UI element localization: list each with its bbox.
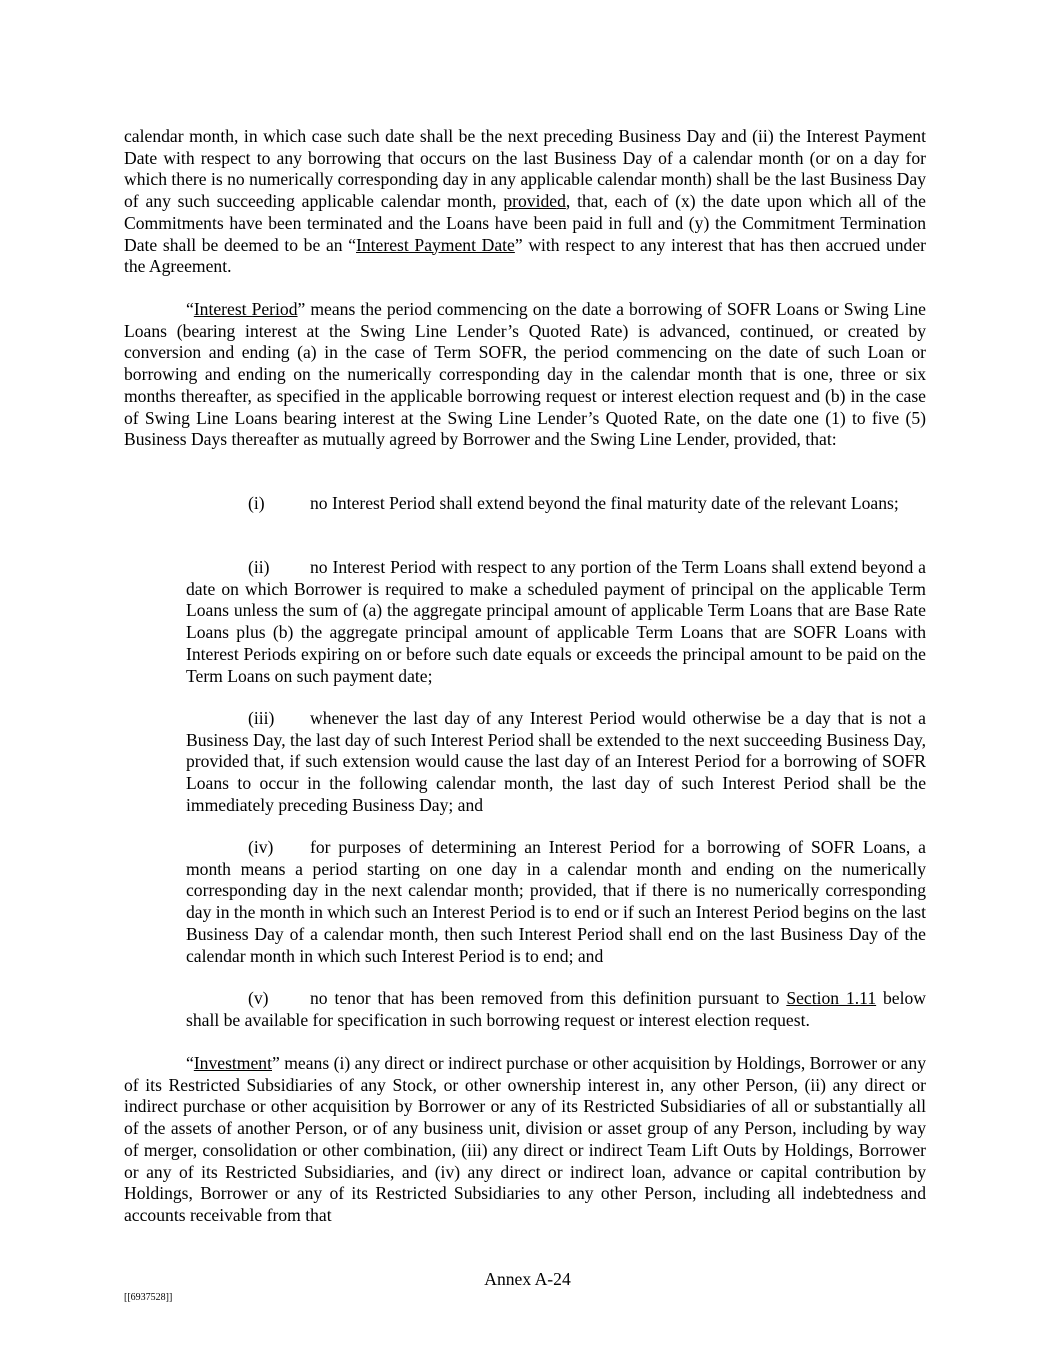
defined-term-investment: Investment xyxy=(193,1053,272,1073)
definition-investment: “Investment” means (i) any direct or indirect purchase or other acquisition by Holdings, Borrower or any of its Restricted Subsidiaries of any Stock, or other ownership interest in, any other Person, (ii) any direct or indirect purchase or other acquisition by Borrower or any of its Restricted Subsidiaries of all or substantially all of the assets of another Person, or of any business unit, division or asset group of any Person, including by way of merger, consolidation or other combination, (iii) any direct or indirect Team Lift Outs by Holdings, Borrower or any of its Restricted Subsidiaries, and (iv) any direct or indirect loan, advance or capital contribution by Holdings, Borrower or any of its Restricted Subsidiaries to any other Person, including all indebtedness and accounts receivable from that xyxy=(124,1053,926,1225)
document-id: [[6937528]] xyxy=(124,1292,173,1303)
clause-text: for purposes of determining an Interest Period for a borrowing of SOFR Loans, a month means a period starting on one day in a calendar month and ending on the numerically corresponding day in the next calendar month; provided, that if there is no numerically corresponding day in the month in which such an Interest Period is to end or if such an Interest Period begins on the last Business Day of a calendar month, then such Interest Period shall end on the last Business Day of the calendar month in which such Interest Period is to end; and xyxy=(186,837,926,966)
defined-term-interest-period: Interest Period xyxy=(193,299,298,319)
paragraph-interest-payment-date-continuation: calendar month, in which case such date shall be the next preceding Business Day and (ii) the Interest Payment Date with respect to any borrowing that occurs on the last Business Day of a calendar month (or on a day for which there is no numerically corresponding day in any applicable calendar month) shall be the last Business Day of any such succeeding applicable calendar month, provided, that, each of (x) the date upon which all of the Commitments have been terminated and the Loans have been paid in full and (y) the Commitment Termination Date shall be deemed to be an “Interest Payment Date” with respect to any interest that has then accrued under the Agreement. xyxy=(124,126,927,277)
clause-number: (v) xyxy=(248,988,269,1008)
clause-v: (v) no tenor that has been removed from this definition pursuant to Section 1.11 below shall be available for specification in such borrowing request or interest election request. xyxy=(186,988,927,1030)
clause-number: (i) xyxy=(248,493,265,513)
clause-number: (iv) xyxy=(248,837,274,857)
clause-i xyxy=(186,493,926,515)
provided-term: provided xyxy=(503,191,566,212)
section-reference-link[interactable]: Section 1.11 xyxy=(786,988,877,1008)
definition-interest-period: “Interest Period” means the period commencing on the date a borrowing of SOFR Loans or Swing Line Loans (bearing interest at the Swing Line Lender’s Quoted Rate) is advanced, continued, or created by conversion and ending (a) in the case of Term SOFR, the period commencing on the date of such Loan or borrowing and ending on the numerically corresponding day in the calendar month that is one, three or six months thereafter, as specified in the applicable borrowing request or interest election request and (b) in the case of Swing Line Loans bearing interest at the Swing Line Lender’s Quoted Rate, on the date one (1) to five (5) Business Days thereafter as mutually agreed by Borrower and the Swing Line Lender, provided, that: xyxy=(124,299,926,450)
clause-iii xyxy=(186,708,926,817)
clause-number: (iii) xyxy=(248,708,275,728)
defined-term-interest-payment-date: Interest Payment Date xyxy=(356,234,515,255)
clause-ii xyxy=(186,557,926,687)
page-footer-label: Annex A-24 xyxy=(484,1269,571,1289)
clause-text: whenever the last day of any Interest Period would otherwise be a day that is not a Business Day, the last day of such Interest Period shall be extended to the next succeeding Business Day, provided that, if such extension would cause the last day of an Interest Period for a borrowing of SOFR Loans to occur in the following calendar month, the last day of such Interest Period shall be the immediately preceding Business Day; and xyxy=(186,708,926,815)
clause-iv xyxy=(186,837,926,967)
clause-text: no Interest Period with respect to any portion of the Term Loans shall extend beyond a date on which Borrower is required to make a scheduled payment of principal on the applicable Term Loans unless the sum of (a) the aggregate principal amount of applicable Term Loans that are Base Rate Loans plus (b) the aggregate principal amount of applicable Term Loans that are SOFR Loans with Interest Periods expiring on or before such date equals or exceeds the principal amount to be paid on the Term Loans on such payment date; xyxy=(186,557,926,686)
clause-text: no Interest Period shall extend beyond the final maturity date of the relevant Loans; xyxy=(310,493,899,513)
clause-number: (ii) xyxy=(248,557,270,577)
